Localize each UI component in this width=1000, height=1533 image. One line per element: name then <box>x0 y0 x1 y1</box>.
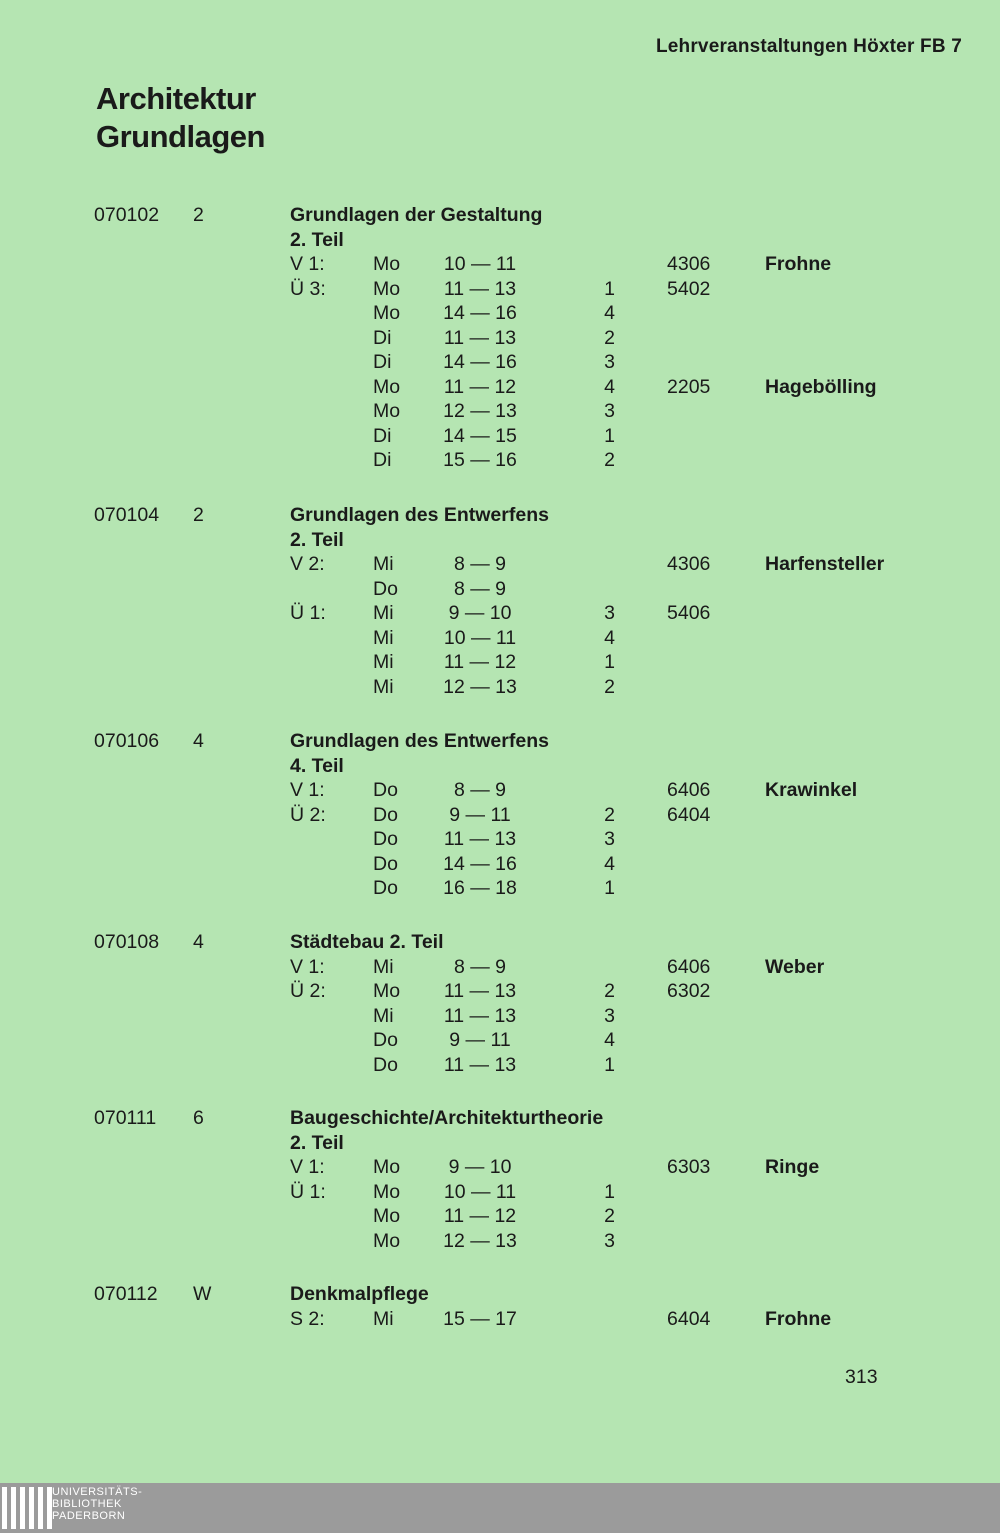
course-title: Städtebau 2. Teil <box>290 931 444 953</box>
course-title-row <box>0 729 1000 754</box>
session-time: 15 — 16 <box>443 449 517 471</box>
session-room: 2205 <box>667 375 711 398</box>
course-title-row <box>0 1106 1000 1131</box>
session-time: 14 — 15 <box>443 424 517 447</box>
session-room: 6303 <box>667 1156 711 1178</box>
session-day: Do <box>373 1053 398 1076</box>
session-group: 3 <box>604 1229 615 1252</box>
session-row <box>0 1004 1000 1029</box>
session-day: Di <box>373 424 392 447</box>
session-day: Di <box>373 351 392 373</box>
session-group: 2 <box>604 449 615 471</box>
session-type: V 1: <box>290 955 325 978</box>
course-credits: W <box>193 1283 212 1305</box>
session-group: 2 <box>604 980 615 1002</box>
session-group: 1 <box>604 1180 615 1203</box>
session-day: Mo <box>373 1156 401 1178</box>
session-row <box>0 601 1000 626</box>
session-room: 6406 <box>667 955 711 978</box>
library-footer-bar <box>0 1483 1000 1533</box>
course-title-row <box>0 1131 1000 1156</box>
session-day: Do <box>373 828 398 850</box>
session-group: 4 <box>604 852 615 875</box>
session-row <box>0 979 1000 1004</box>
session-type: Ü 3: <box>290 277 326 300</box>
session-time: 11 — 13 <box>443 277 517 300</box>
session-time: 10 — 11 <box>443 1180 517 1203</box>
session-instructor: Harfensteller <box>765 553 885 575</box>
session-time: 14 — 16 <box>443 302 517 324</box>
session-row <box>0 1053 1000 1078</box>
course-number: 070102 <box>94 204 160 226</box>
session-row <box>0 1229 1000 1254</box>
session-group: 3 <box>604 1004 615 1027</box>
session-day: Di <box>373 326 392 349</box>
session-type: V 1: <box>290 779 325 801</box>
course-title-row <box>0 503 1000 528</box>
course-number: 070112 <box>94 1283 158 1305</box>
course-credits: 4 <box>193 730 204 752</box>
session-room: 4306 <box>667 553 711 575</box>
page-title <box>96 80 265 156</box>
session-day: Mi <box>373 553 394 575</box>
session-group: 3 <box>604 602 615 624</box>
session-day: Mo <box>373 253 401 275</box>
session-row <box>0 552 1000 577</box>
session-time: 11 — 13 <box>443 828 517 850</box>
session-group: 1 <box>604 1053 615 1076</box>
session-group: 4 <box>604 375 615 398</box>
course-title-row <box>0 754 1000 779</box>
session-time: 8 — 9 <box>453 779 507 801</box>
course-credits: 4 <box>193 931 204 953</box>
session-row <box>0 626 1000 651</box>
course-credits: 6 <box>193 1107 204 1129</box>
session-day: Mo <box>373 1205 401 1227</box>
session-group: 1 <box>604 277 615 300</box>
course-number: 070106 <box>94 730 160 752</box>
session-instructor: Weber <box>765 955 825 978</box>
session-day: Mi <box>373 1307 394 1330</box>
logo-text-line-3: PADERBORN <box>52 1510 126 1522</box>
session-time: 16 — 18 <box>443 877 517 899</box>
session-type: Ü 1: <box>290 602 326 624</box>
session-time: 11 — 13 <box>443 980 517 1002</box>
session-type: V 2: <box>290 553 325 575</box>
session-day: Do <box>373 577 398 600</box>
session-row <box>0 350 1000 375</box>
session-time: 15 — 17 <box>443 1307 517 1330</box>
course-title: 2. Teil <box>290 1131 344 1154</box>
session-day: Mo <box>373 302 401 324</box>
course-title-row <box>0 1282 1000 1307</box>
session-room: 5402 <box>667 277 711 300</box>
session-time: 10 — 11 <box>443 626 517 649</box>
session-group: 2 <box>604 1205 615 1227</box>
session-day: Mo <box>373 375 401 398</box>
session-instructor: Frohne <box>765 1307 832 1330</box>
session-day: Mo <box>373 1180 401 1203</box>
session-row <box>0 1180 1000 1205</box>
session-time: 11 — 12 <box>443 1205 517 1227</box>
session-group: 1 <box>604 877 615 899</box>
session-group: 4 <box>604 302 615 324</box>
course-title-row <box>0 203 1000 228</box>
course-title: 4. Teil <box>290 754 344 777</box>
logo-text-line-2: BIBLIOTHEK <box>52 1498 122 1510</box>
session-time: 11 — 13 <box>443 1004 517 1027</box>
session-day: Di <box>373 449 392 471</box>
course-title-row <box>0 930 1000 955</box>
session-time: 9 — 10 <box>448 602 512 624</box>
session-room: 6302 <box>667 980 711 1002</box>
session-group: 2 <box>604 803 615 826</box>
session-type: Ü 2: <box>290 803 326 826</box>
session-time: 9 — 10 <box>448 1156 512 1178</box>
session-group: 3 <box>604 351 615 373</box>
session-row <box>0 650 1000 675</box>
session-time: 14 — 16 <box>443 852 517 875</box>
session-row <box>0 277 1000 302</box>
course-credits: 2 <box>193 504 204 526</box>
session-group: 3 <box>604 400 615 422</box>
session-row <box>0 876 1000 901</box>
session-time: 8 — 9 <box>453 577 507 600</box>
session-row <box>0 375 1000 400</box>
course-title-row <box>0 528 1000 553</box>
session-time: 11 — 13 <box>443 1053 517 1076</box>
course-title: Grundlagen der Gestaltung <box>290 204 543 226</box>
session-group: 1 <box>604 651 615 673</box>
session-day: Mo <box>373 980 401 1002</box>
session-day: Mi <box>373 675 394 698</box>
session-time: 12 — 13 <box>443 675 517 698</box>
session-row <box>0 448 1000 473</box>
session-time: 9 — 11 <box>449 1029 511 1051</box>
session-day: Mo <box>373 1229 401 1252</box>
course-title: 2. Teil <box>290 528 344 551</box>
course-title: Grundlagen des Entwerfens <box>290 730 549 752</box>
session-room: 6404 <box>667 803 711 826</box>
session-row <box>0 399 1000 424</box>
session-time: 14 — 16 <box>443 351 517 373</box>
course-entry <box>0 930 1000 1077</box>
session-instructor: Frohne <box>765 253 832 275</box>
session-day: Do <box>373 779 398 801</box>
library-logo-icon <box>2 1487 52 1529</box>
session-row <box>0 955 1000 980</box>
library-logo-text <box>52 1486 142 1522</box>
session-group: 3 <box>604 828 615 850</box>
session-row <box>0 827 1000 852</box>
page-number: 313 <box>845 1366 878 1388</box>
session-day: Mi <box>373 1004 394 1027</box>
session-instructor: Ringe <box>765 1156 820 1178</box>
session-time: 12 — 13 <box>443 400 517 422</box>
session-day: Do <box>373 803 398 826</box>
session-time: 12 — 13 <box>443 1229 517 1252</box>
session-row <box>0 778 1000 803</box>
session-room: 6404 <box>667 1307 711 1330</box>
session-day: Do <box>373 877 398 899</box>
session-type: S 2: <box>290 1307 325 1330</box>
session-type: V 1: <box>290 253 325 275</box>
session-time: 11 — 12 <box>443 375 517 398</box>
course-title: Grundlagen des Entwerfens <box>290 504 549 526</box>
session-type: Ü 2: <box>290 980 326 1002</box>
course-credits: 2 <box>193 204 204 226</box>
logo-text-line-1: UNIVERSITÄTS- <box>52 1486 143 1498</box>
course-title-row <box>0 228 1000 253</box>
session-instructor: Hagebölling <box>765 375 877 398</box>
session-room: 5406 <box>667 602 711 624</box>
course-title: 2. Teil <box>290 228 344 251</box>
running-header: Lehrveranstaltungen Höxter FB 7 <box>655 36 962 57</box>
session-row <box>0 675 1000 700</box>
course-title: Denkmalpflege <box>290 1283 429 1305</box>
session-group: 2 <box>604 326 615 349</box>
session-time: 10 — 11 <box>443 253 517 275</box>
session-day: Mi <box>373 602 394 624</box>
session-room: 4306 <box>667 253 711 275</box>
course-number: 070108 <box>94 931 160 953</box>
session-day: Mo <box>373 400 401 422</box>
session-day: Mi <box>373 955 394 978</box>
session-row <box>0 1155 1000 1180</box>
session-group: 4 <box>604 1029 615 1051</box>
session-day: Mi <box>373 626 394 649</box>
course-number: 070104 <box>94 504 160 526</box>
title-line-1: Architektur <box>96 81 256 116</box>
session-row <box>0 803 1000 828</box>
session-time: 9 — 11 <box>449 803 511 826</box>
session-type: Ü 1: <box>290 1180 326 1203</box>
session-row <box>0 252 1000 277</box>
session-time: 8 — 9 <box>453 955 507 978</box>
session-time: 11 — 13 <box>443 326 517 349</box>
course-title: Baugeschichte/Architekturtheorie <box>290 1107 604 1129</box>
course-entry <box>0 1106 1000 1253</box>
course-entry <box>0 1282 1000 1331</box>
session-day: Do <box>373 1029 398 1051</box>
session-row <box>0 852 1000 877</box>
session-row <box>0 1307 1000 1332</box>
session-room: 6406 <box>667 779 711 801</box>
session-row <box>0 326 1000 351</box>
session-row <box>0 1204 1000 1229</box>
session-group: 1 <box>604 424 615 447</box>
session-instructor: Krawinkel <box>765 779 858 801</box>
course-entry <box>0 203 1000 473</box>
session-row <box>0 577 1000 602</box>
session-type: V 1: <box>290 1156 325 1178</box>
session-time: 11 — 12 <box>443 651 517 673</box>
session-group: 2 <box>604 675 615 698</box>
session-day: Do <box>373 852 398 875</box>
course-number: 070111 <box>94 1107 157 1129</box>
session-day: Mi <box>373 651 394 673</box>
session-row <box>0 1028 1000 1053</box>
session-day: Mo <box>373 277 401 300</box>
course-entry <box>0 729 1000 901</box>
session-row <box>0 424 1000 449</box>
session-row <box>0 301 1000 326</box>
course-entry <box>0 503 1000 699</box>
title-line-2: Grundlagen <box>96 119 265 154</box>
session-time: 8 — 9 <box>453 553 507 575</box>
session-group: 4 <box>604 626 615 649</box>
